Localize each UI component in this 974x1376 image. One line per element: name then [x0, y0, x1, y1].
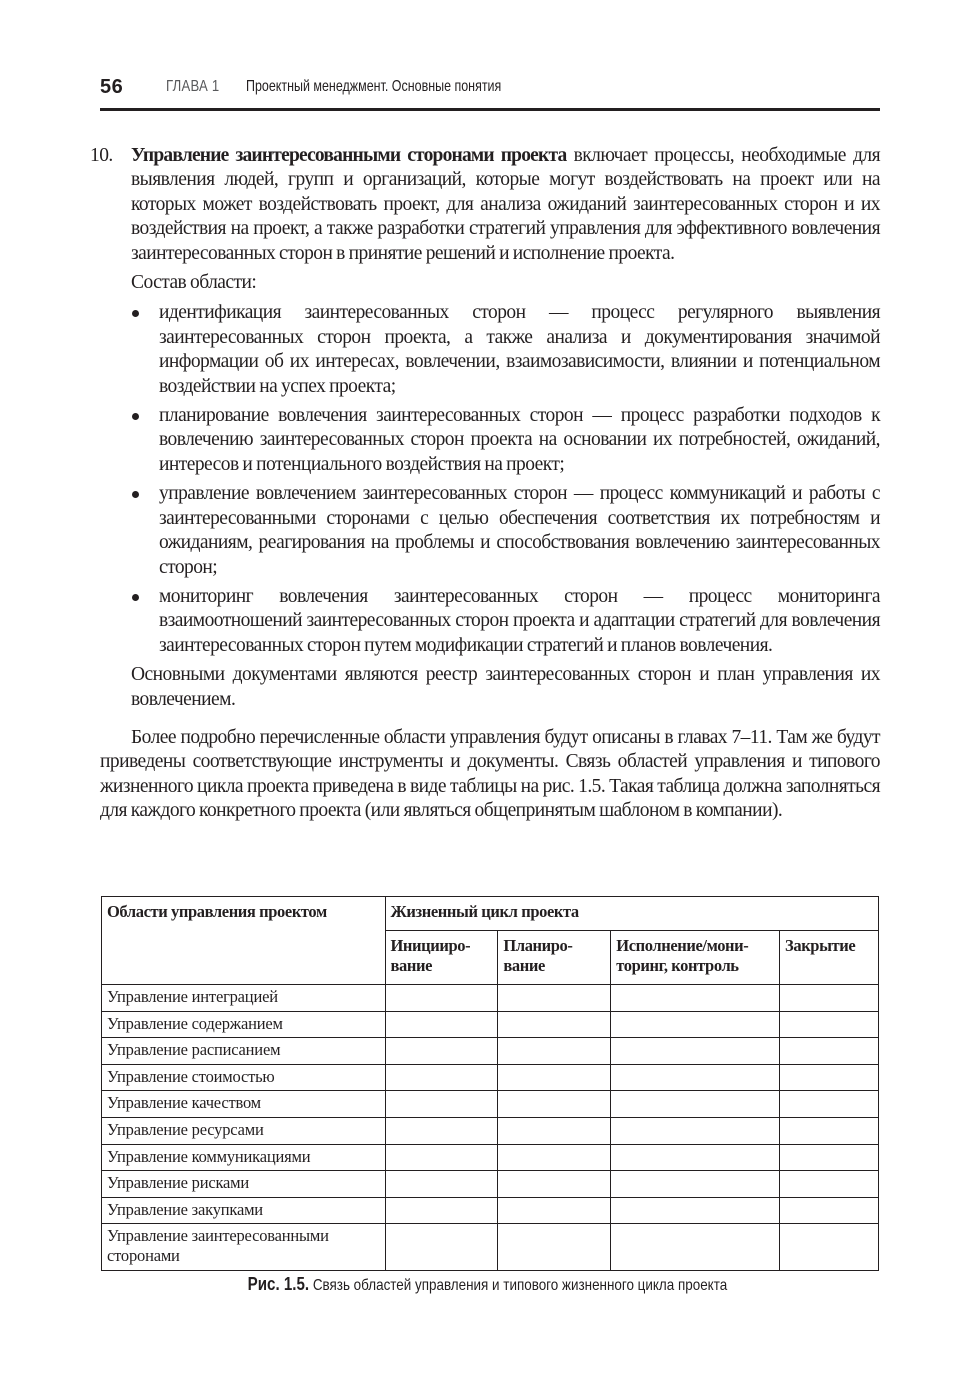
documents-note: Основными документами являются реестр заинтересованных сторон и план управления их вовлечением. [131, 664, 880, 710]
list-item [131, 482, 880, 580]
row-label: Управление расписанием [102, 1038, 386, 1065]
row-label: Управление интеграцией [102, 985, 386, 1012]
phase-execution: Исполнение/мони-торинг, контроль [611, 931, 780, 985]
cell [385, 1091, 498, 1118]
cell [611, 1011, 780, 1038]
table-row [102, 1144, 879, 1171]
cell [385, 1064, 498, 1091]
table-row [102, 1091, 879, 1118]
cell [780, 985, 879, 1012]
cell [780, 1197, 879, 1224]
figure-caption-text: Связь областей управления и типового жизненного цикла проекта [308, 1277, 727, 1294]
bullet-icon [132, 491, 139, 498]
cell [498, 1224, 611, 1271]
phase-closing: Закрытие [780, 931, 879, 985]
cell [385, 1224, 498, 1271]
table-row [102, 1197, 879, 1224]
cell [611, 1144, 780, 1171]
row-label: Управление ресурсами [102, 1117, 386, 1144]
list-item [131, 404, 880, 477]
item-description: включает процессы, необходимые для выявления людей, групп и организаций, которые могут воздействовать на проект или на которых может воздействовать проект, для анализа ожиданий заинтересованных сторон и их воздействия на проект, а также разработки стратегий управления для эффективного вовлечения заинтересованных сторон в принятие решений и исполнение проекта. [131, 145, 881, 264]
numbered-item-10 [90, 144, 881, 266]
table-row [102, 1224, 879, 1271]
cell [780, 1038, 879, 1065]
list-item-text: планирование вовлечения заинтересованных сторон — процесс разработки подходов к вовлечению заинтересованных сторон проекта на основании их потребностей, ожиданий, интересов и потенциального воздействия на проект; [159, 405, 880, 475]
list-item-text: мониторинг вовлечения заинтересованных сторон — процесс мониторинга взаимоотношений заинтересованных сторон проекта и адаптации стратегий для вовлечения заинтересованных сторон путем модификации стратегий и планов вовлечения. [159, 585, 880, 656]
header-lifecycle: Жизненный цикл проекта [385, 897, 879, 931]
cell [780, 1171, 879, 1198]
row-label: Управление содержанием [102, 1011, 386, 1038]
cell [611, 1117, 780, 1144]
cell [780, 1064, 879, 1091]
figure-caption [0, 1274, 974, 1295]
cell [498, 1011, 611, 1038]
chapter-label: ГЛАВА 1 [166, 78, 220, 95]
cell [498, 1117, 611, 1144]
cell [498, 1171, 611, 1198]
body-text [90, 144, 881, 824]
cell [780, 1144, 879, 1171]
row-label: Управление закупками [102, 1197, 386, 1224]
list-item-text: управление вовлечением заинтересованных сторон — процесс коммуникаций и работы с заинтересованными сторонами с целью обеспечения соответствия их потребностям и ожиданиям, реагирования на проблемы и способствования вовлечению заинтересованных сторон; [159, 483, 880, 578]
cell [385, 1117, 498, 1144]
cell [385, 1038, 498, 1065]
table-row [102, 985, 879, 1012]
composition-label: Состав области: [131, 272, 257, 294]
cell [780, 1011, 879, 1038]
phase-planning: Планиро-вание [498, 931, 611, 985]
cell [498, 1091, 611, 1118]
cell [780, 1091, 879, 1118]
cell [611, 1064, 780, 1091]
process-list [100, 301, 880, 658]
cell [385, 1171, 498, 1198]
cell [611, 1171, 780, 1198]
cell [611, 985, 780, 1012]
cell [385, 1197, 498, 1224]
bullet-icon [132, 310, 139, 317]
item-number: 10. [90, 145, 113, 166]
running-header [100, 74, 880, 111]
table-row [102, 1064, 879, 1091]
cell [498, 1197, 611, 1224]
cell [385, 985, 498, 1012]
summary-paragraph: Более подробно перечисленные области управления будут описаны в главах 7–11. Там же будут приведены соответствующие инструменты и документы. Связь областей управления и типового жизненного цикла проекта приведена в виде таблицы на рис. 1.5. Такая таблица должна заполняться для каждого конкретного проекта (или являться общепринятым шаблоном в компании). [100, 726, 880, 822]
cell [385, 1144, 498, 1171]
row-label: Управление рисками [102, 1171, 386, 1198]
bullet-icon [132, 413, 139, 420]
cell [780, 1224, 879, 1271]
row-label: Управление качеством [102, 1091, 386, 1118]
item-term: Управление заинтересованными сторонами проекта [131, 145, 567, 166]
bullet-icon [132, 594, 139, 601]
phase-initiation: Иницииро-вание [385, 931, 498, 985]
cell [498, 1144, 611, 1171]
header-areas: Области управления проектом [102, 897, 386, 985]
cell [780, 1117, 879, 1144]
cell [611, 1038, 780, 1065]
row-label: Управление коммуникациями [102, 1144, 386, 1171]
cell [498, 1064, 611, 1091]
table-row [102, 1117, 879, 1144]
table-row [102, 1171, 879, 1198]
cell [611, 1224, 780, 1271]
list-item-text: идентификация заинтересованных сторон — процесс регулярного выявления заинтересованных сторон проекта, а также анализа и документирования значимой информации об их интересах, вовлечении, взаимозависимости, влиянии и потенциальном воздействии на успех проекта; [159, 302, 880, 397]
page-number: 56 [100, 76, 124, 98]
list-item [131, 301, 880, 399]
cell [611, 1197, 780, 1224]
list-item [131, 585, 880, 658]
table-row [102, 1038, 879, 1065]
row-label: Управление заинтересованными сторонами [102, 1224, 386, 1271]
lifecycle-matrix-table [101, 896, 879, 1271]
table-row [102, 1011, 879, 1038]
cell [611, 1091, 780, 1118]
cell [498, 985, 611, 1012]
chapter-title: Проектный менеджмент. Основные понятия [246, 78, 502, 95]
figure-label: Рис. 1.5. [247, 1274, 309, 1294]
cell [498, 1038, 611, 1065]
row-label: Управление стоимостью [102, 1064, 386, 1091]
cell [385, 1011, 498, 1038]
